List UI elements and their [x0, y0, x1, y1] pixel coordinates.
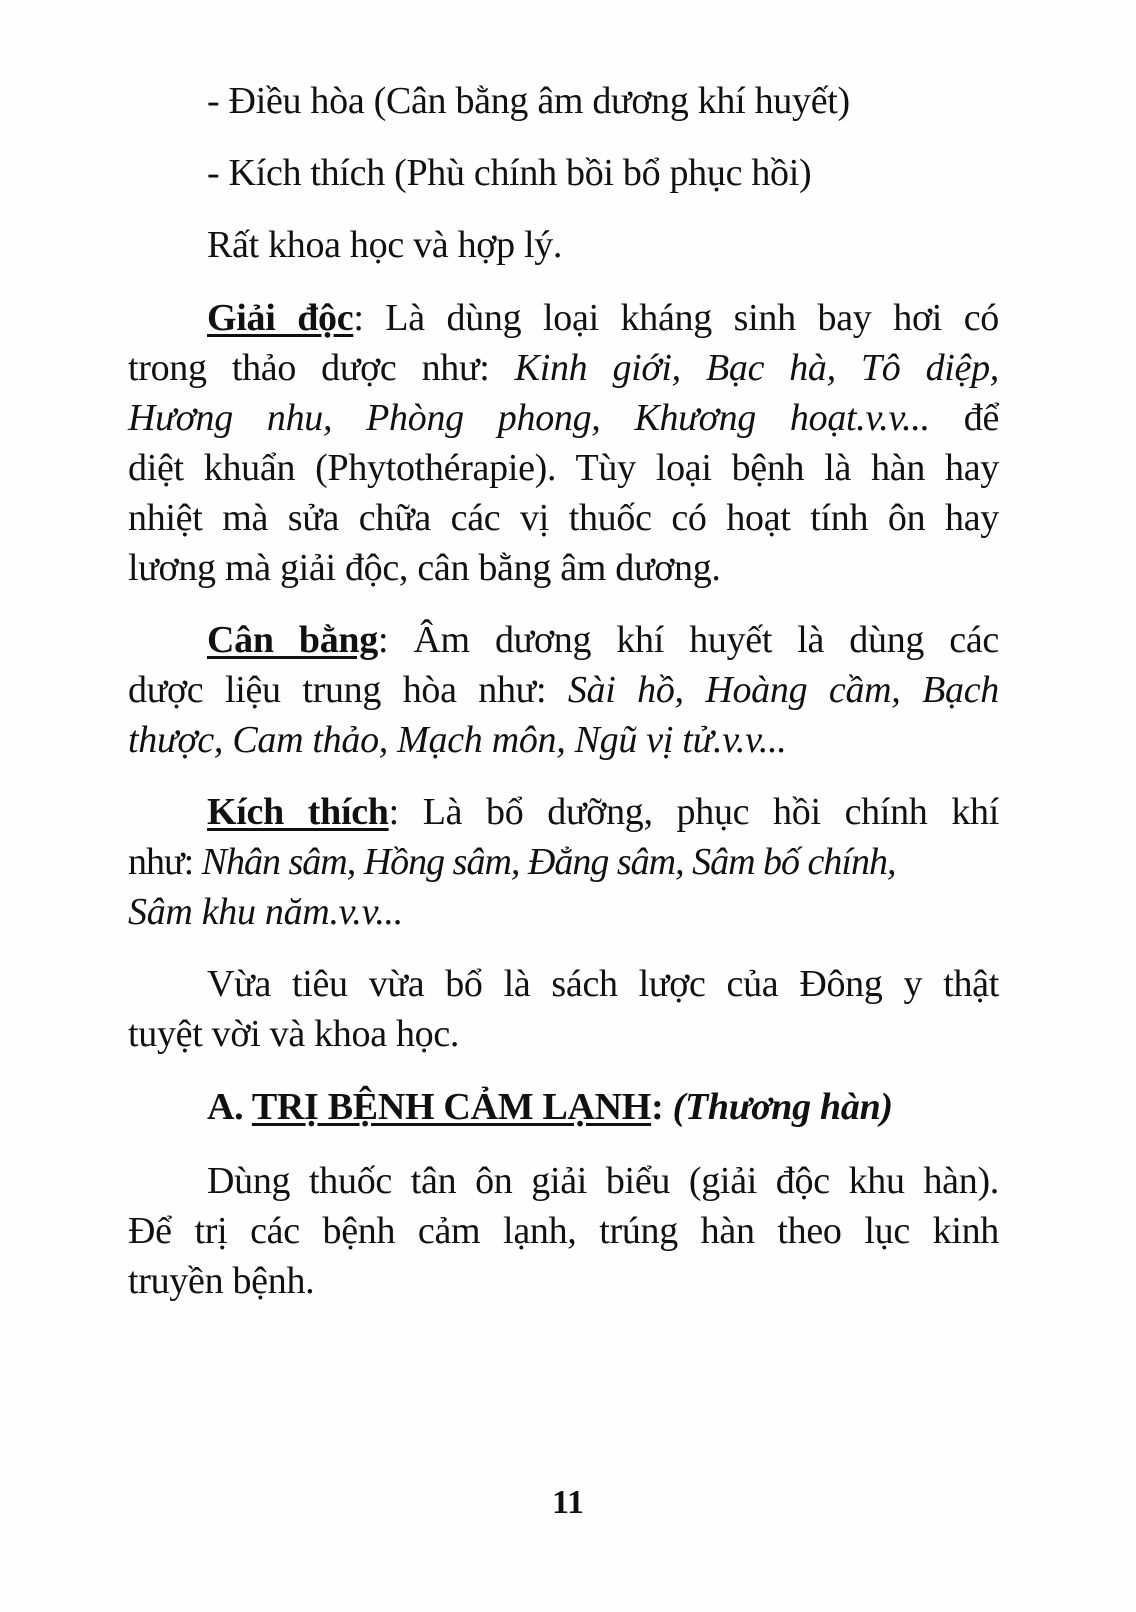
- giai-doc-label: Giải độc: [207, 297, 354, 339]
- can-bang-text: : Âm dương khí huyết là dùng các: [377, 619, 999, 661]
- herb-list: Nhân sâm, Hồng sâm, Đẳng sâm, Sâm bố chính,: [201, 841, 896, 883]
- kich-thich-label: Kích thích: [207, 791, 389, 833]
- giai-doc-line-4: diệt khuẩn (Phytothérapie). Tùy loại bệnh là hàn hay: [128, 447, 999, 489]
- kich-thich-text: như:: [128, 841, 202, 883]
- text-line-rat-khoa-hoc: Rất khoa học và hợp lý.: [207, 224, 563, 266]
- section-subtitle: (Thương hàn): [672, 1086, 893, 1128]
- herb-list: Hương nhu, Phòng phong, Khương hoạt.v.v...: [128, 397, 930, 439]
- giai-doc-text: : Là dùng loại kháng sinh bay hơi có: [353, 297, 999, 339]
- can-bang-line-1: [207, 615, 999, 665]
- kich-thich-line-3: Sâm khu năm.v.v...: [128, 891, 403, 933]
- giai-doc-text: để: [929, 397, 1000, 439]
- giai-doc-line-6: lương mà giải độc, cân bằng âm dương.: [128, 547, 721, 589]
- herb-list: Kinh giới, Bạc hà, Tô diệp,: [514, 347, 999, 389]
- conclusion-line-1: Vừa tiêu vừa bổ là sách lược của Đông y thật: [207, 963, 999, 1005]
- herb-list: Sài hồ, Hoàng cầm, Bạch: [567, 669, 999, 711]
- giai-doc-line-5: nhiệt mà sửa chữa các vị thuốc có hoạt tính ôn hay: [128, 497, 999, 539]
- kich-thich-line-1: [207, 787, 999, 837]
- section-colon: :: [651, 1086, 673, 1128]
- kich-thich-line-2: [128, 837, 895, 887]
- can-bang-line-2: [128, 665, 999, 715]
- section-title: TRỊ BỆNH CẢM LẠNH: [251, 1086, 652, 1128]
- can-bang-text: dược liệu trung hòa như:: [128, 669, 568, 711]
- giai-doc-line-1: [207, 293, 999, 343]
- giai-doc-line-3: [128, 393, 999, 443]
- section-a-line-2: Để trị các bệnh cảm lạnh, trúng hàn theo lục kinh: [128, 1210, 999, 1252]
- section-a-line-1: Dùng thuốc tân ôn giải biểu (giải độc khu hàn).: [207, 1160, 999, 1202]
- page-number: 11: [551, 1484, 585, 1521]
- can-bang-label: Cân bằng: [207, 619, 378, 661]
- section-prefix: A.: [207, 1086, 252, 1128]
- text-line-kich-thich: - Kích thích (Phù chính bồi bổ phục hồi): [207, 152, 812, 194]
- can-bang-line-3: thược, Cam thảo, Mạch môn, Ngũ vị tử.v.v...: [128, 719, 787, 761]
- section-a-heading: [207, 1082, 893, 1132]
- text-line-dieu-hoa: - Điều hòa (Cân bằng âm dương khí huyết): [207, 80, 850, 122]
- giai-doc-line-2: [128, 343, 999, 393]
- conclusion-line-2: tuyệt vời và khoa học.: [128, 1013, 460, 1055]
- giai-doc-text: trong thảo dược như:: [128, 347, 515, 389]
- section-a-line-3: truyền bệnh.: [128, 1260, 315, 1302]
- kich-thich-text: : Là bổ dưỡng, phục hồi chính khí: [388, 791, 999, 833]
